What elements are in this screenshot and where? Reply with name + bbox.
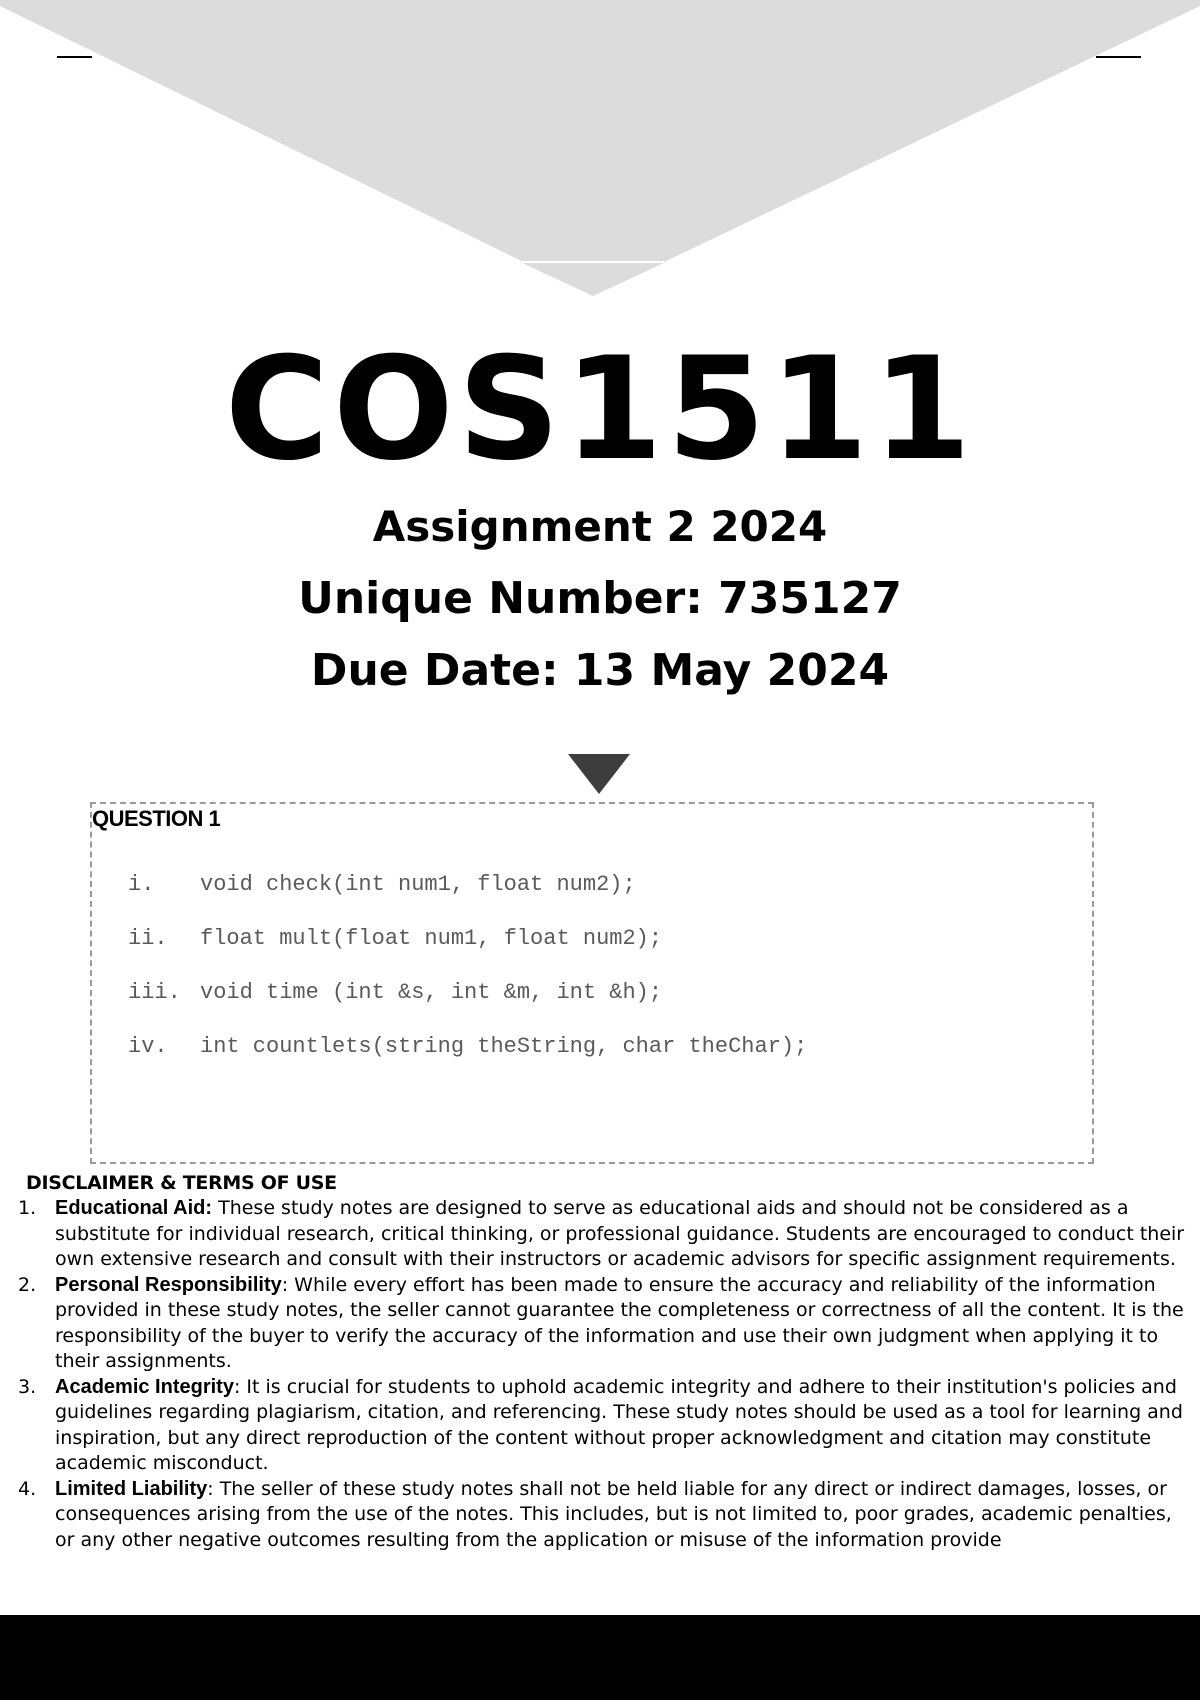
code-item-text: void check(int num1, float num2); <box>200 872 636 897</box>
question-box <box>90 802 1094 1164</box>
code-item-text: float mult(float num1, float num2); <box>200 926 663 951</box>
terms-item-heading: Personal Responsibility <box>55 1273 282 1296</box>
code-item <box>128 926 807 980</box>
down-triangle-icon <box>568 754 630 794</box>
disclaimer-section <box>18 1170 1188 1553</box>
terms-item-number: 4. <box>18 1477 37 1500</box>
terms-item-heading: Educational Aid: <box>55 1197 213 1219</box>
terms-item-number: 2. <box>18 1273 37 1296</box>
unique-number: Unique Number: 735127 <box>298 573 902 624</box>
terms-item-heading: Limited Liability <box>55 1477 208 1500</box>
terms-item-number: 3. <box>18 1375 37 1398</box>
code-item-text: int countlets(string theString, char theChar); <box>200 1034 808 1059</box>
code-item-number: iv. <box>128 1034 168 1059</box>
terms-item-number: 1. <box>18 1197 37 1219</box>
terms-item-text: : It is crucial for students to uphold academic integrity and adhere to their institution's policies and guidelines regarding plagiarism, citation, and referencing. These study notes should be used as a tool for learning and inspiration, but any direct reproduction of the content without proper acknowledgment and citation may constitute academic misconduct. <box>55 1375 1183 1474</box>
terms-list <box>18 1196 1188 1553</box>
course-code-title: COS1511 <box>224 327 976 492</box>
title-block <box>0 327 1200 696</box>
code-list <box>128 872 807 1088</box>
code-item <box>128 872 807 926</box>
terms-item-heading: Academic Integrity <box>55 1375 234 1398</box>
code-item <box>128 980 807 1034</box>
assignment-subtitle: Assignment 2 2024 <box>372 502 828 551</box>
terms-item <box>18 1477 1188 1554</box>
terms-item-text: : The seller of these study notes shall not be held liable for any direct or indirect damages, losses, or consequences arising from the use of the notes. This includes, but is not limited to, poor grades, academic penalties, or any other negative outcomes resulting from the application or misuse of the information provide <box>55 1477 1172 1551</box>
code-item <box>128 1034 807 1088</box>
code-item-number: i. <box>128 872 155 897</box>
question-title: QUESTION 1 <box>92 806 221 831</box>
terms-item-text: : While every effort has been made to ensure the accuracy and reliability of the information provided in these study notes, the seller cannot guarantee the completeness or correctness of all the content. It is the responsibility of the buyer to verify the accuracy of the information and use their own judgment when applying it to their assignments. <box>55 1273 1184 1372</box>
disclaimer-title: DISCLAIMER & TERMS OF USE <box>26 1172 337 1194</box>
terms-item <box>18 1375 1188 1477</box>
footer-bar <box>0 1615 1200 1700</box>
due-date: Due Date: 13 May 2024 <box>310 645 890 696</box>
terms-item <box>18 1273 1188 1375</box>
terms-item-text: These study notes are designed to serve as educational aids and should not be considered as a substitute for individual research, critical thinking, or professional guidance. Students are encouraged to conduct their own extensive research and consult with their instructors or academic advisors for specific assignment requirements. <box>55 1197 1185 1270</box>
code-item-text: void time (int &s, int &m, int &h); <box>200 980 663 1005</box>
code-item-number: ii. <box>128 926 168 951</box>
code-item-number: iii. <box>128 980 181 1005</box>
header-banner-graphic <box>0 0 1200 300</box>
terms-item <box>18 1196 1188 1273</box>
